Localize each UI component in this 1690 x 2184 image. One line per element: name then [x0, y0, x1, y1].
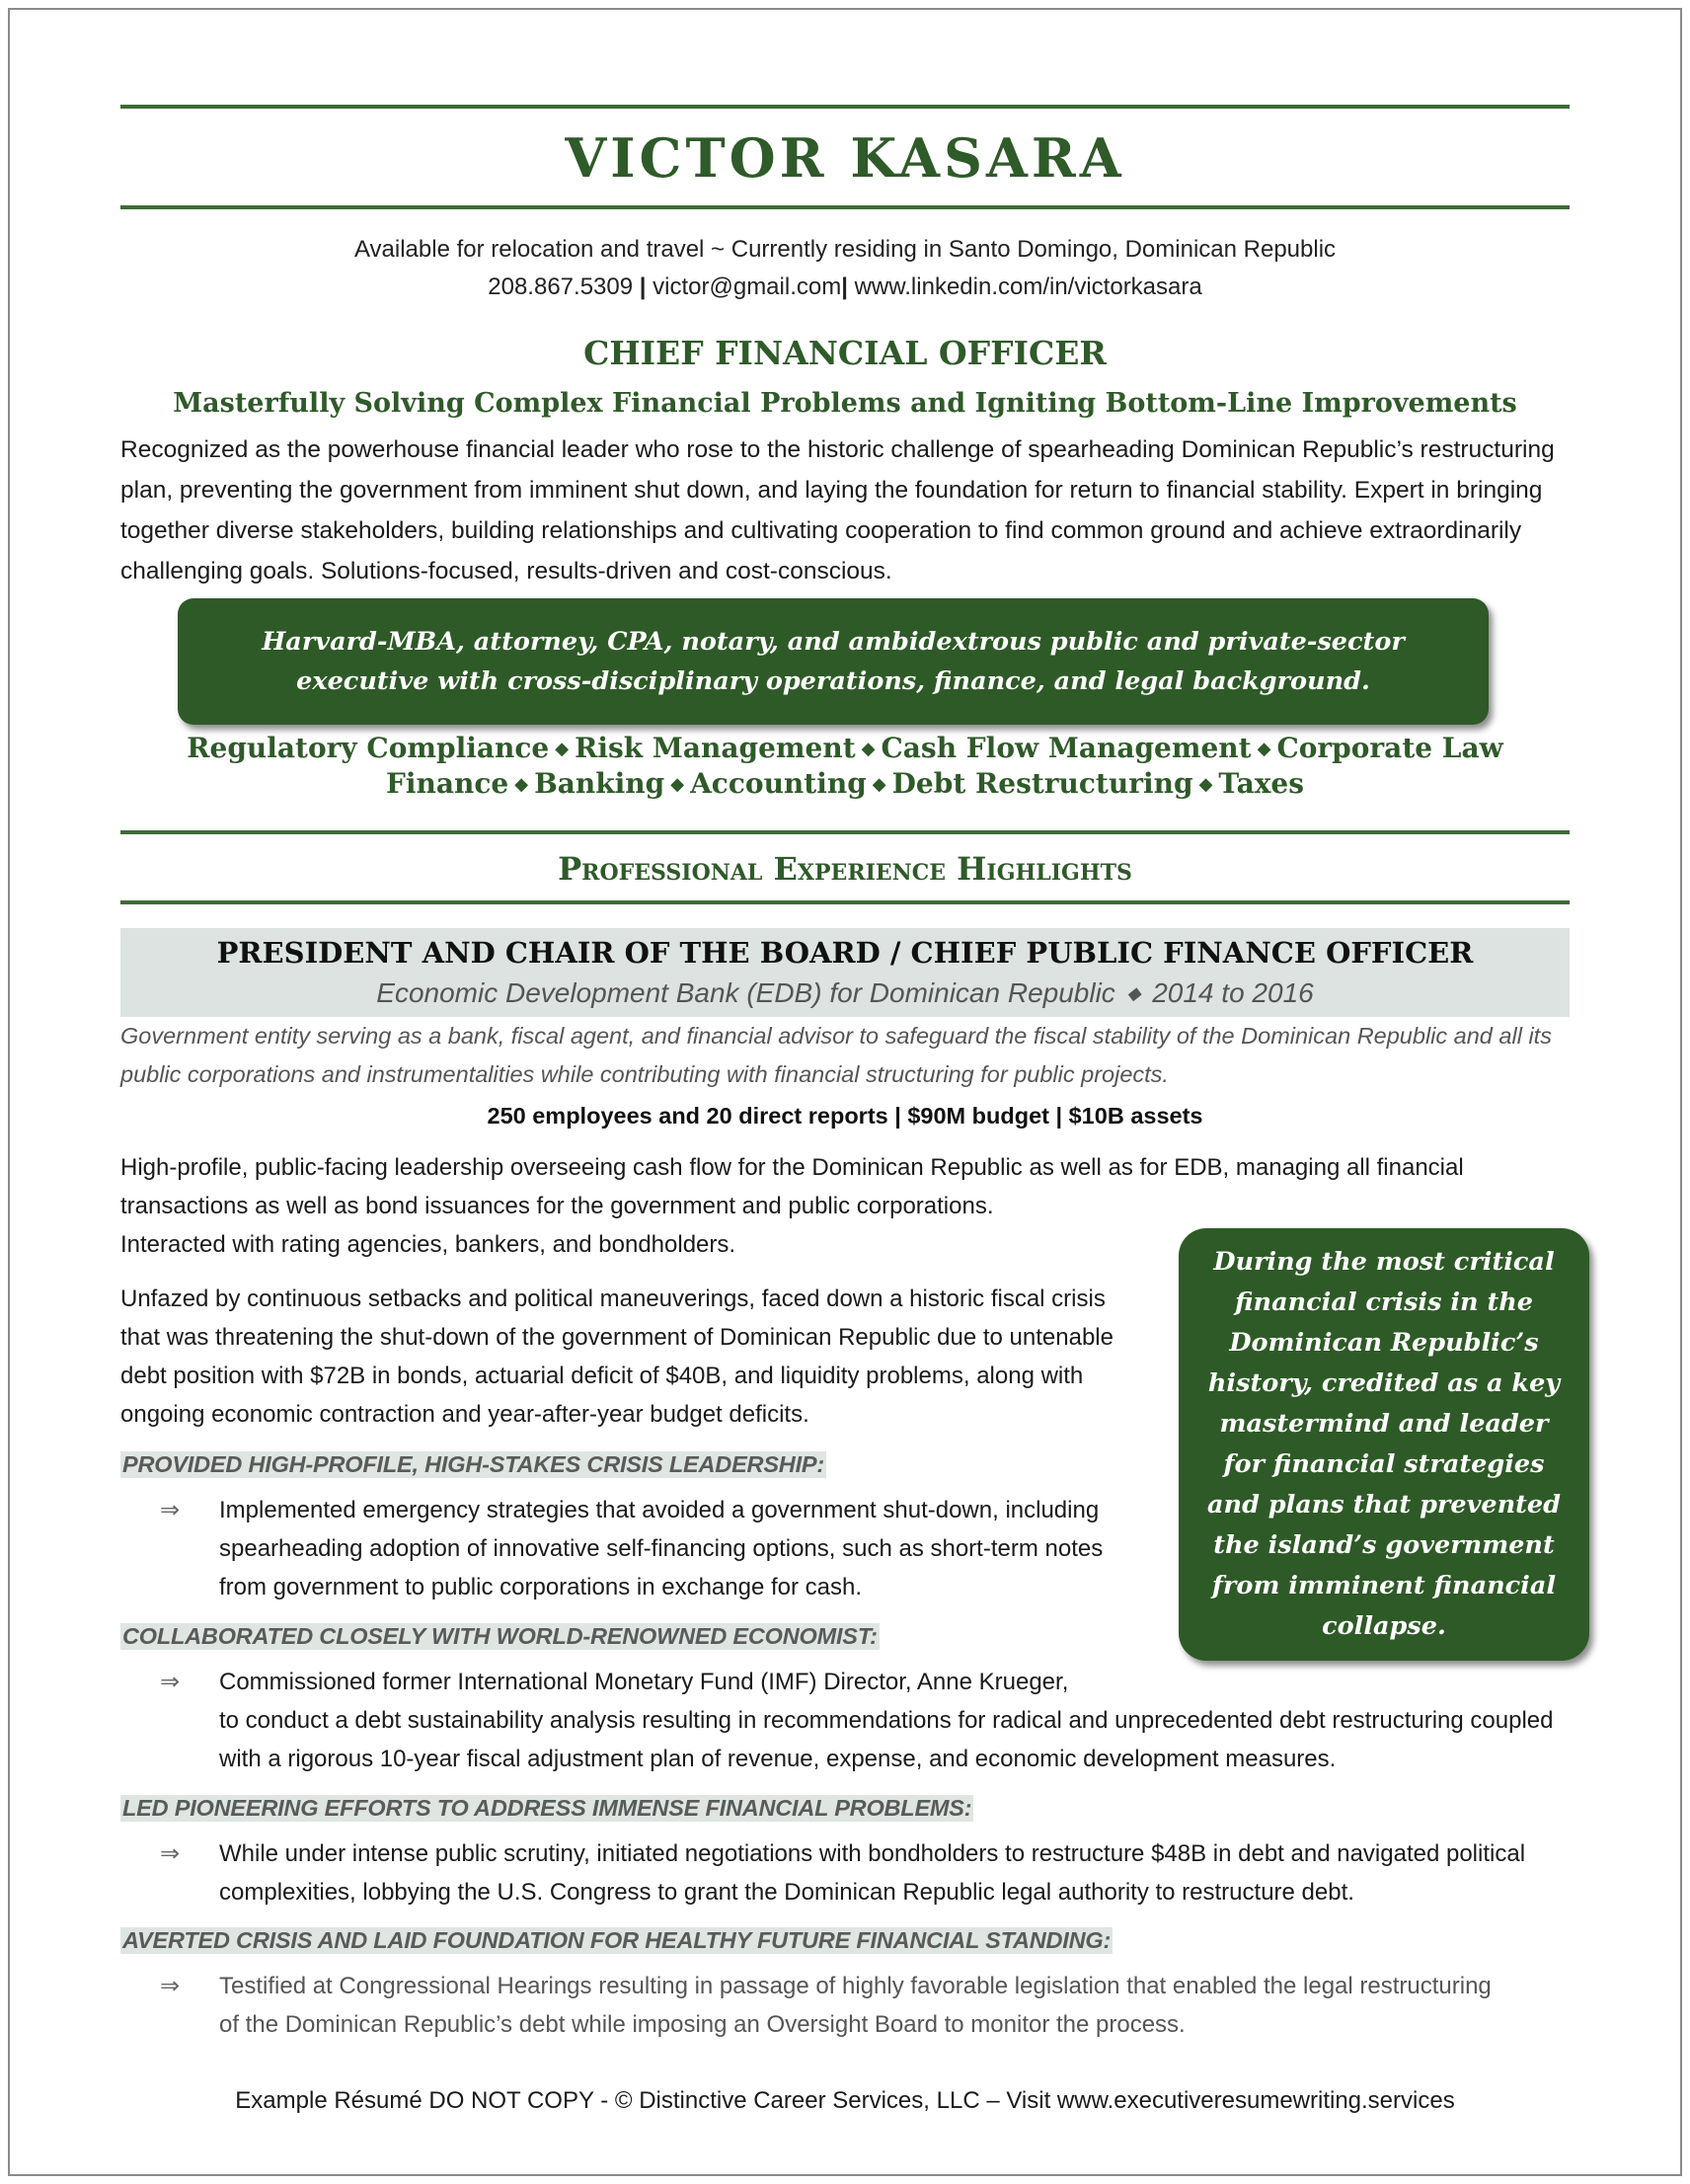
skills-row-2 [120, 766, 1570, 803]
skill-item: Banking [534, 767, 665, 800]
job-stats: 250 employees and 20 direct reports | $90M budget | $10B assets [487, 1103, 1203, 1129]
skill-divider: ◆ [1257, 739, 1271, 759]
job-employer-line [120, 974, 1570, 1013]
job-header-band [120, 928, 1570, 1017]
skill-item: Cash Flow Management [881, 732, 1252, 764]
header-bottom-rule [120, 205, 1570, 209]
highlight-heading: AVERTED CRISIS AND LAID FOUNDATION FOR HEALTHY FUTURE FINANCIAL STANDING: [122, 1927, 1112, 1953]
skills-row-1 [120, 731, 1570, 767]
highlight-text-first-line: Commissioned former International Monetary Fund (IMF) Director, Anne Krueger, [219, 1669, 1069, 1695]
highlight-heading-2 [120, 1623, 880, 1650]
profile-summary: Recognized as the powerhouse financial leader who rose to the historic challenge of spearheading Dominican Republic’s restructuring plan, preventing the government from imminent shut down, and laying the foundation for return to financial stability. Expert in bringing together diverse stakeholders, building relationships and cultivating cooperation to find common ground and achieve extraordinarily challenging goals. Solutions-focused, results-driven and cost-conscious. [120, 436, 1555, 585]
candidate-name: VICTOR KASARA [565, 126, 1125, 190]
phone: 208.867.5309 [488, 273, 634, 300]
profile-title: CHIEF FINANCIAL OFFICER [583, 334, 1107, 372]
highlight-heading-3 [120, 1795, 973, 1822]
relocation-line: Available for relocation and travel ~ Currently residing in Santo Domingo, Dominican Republic [353, 236, 1337, 263]
arrow-icon: ⇒ [159, 1496, 181, 1523]
crisis-paragraph: Unfazed by continuous setbacks and political maneuverings, faced down a historic fiscal crisis that was threatening the shut-down of the government of Dominican Republic due to untenable debt position with $72B in bonds, actuarial deficit of $40B, and liquidity problems, along with ongoing economic contraction and year-after-year budget deficits. [120, 1286, 1114, 1428]
highlight-text: Implemented emergency strategies that avoided a government shut-down, including spearheading adoption of innovative self-financing options, such as short-term notes from government to public corporations in exchange for cash. [219, 1497, 1104, 1600]
skill-item: Debt Restructuring [891, 767, 1193, 800]
job-title: PRESIDENT AND CHAIR OF THE BOARD / CHIEF PUBLIC FINANCE OFFICER [216, 936, 1474, 970]
highlight-text: Testified at Congressional Hearings resulting in passage of highly favorable legislation that enabled the legal restructuring of the Dominican Republic’s debt while imposing an Oversight Board to monitor the process. [219, 1973, 1492, 2038]
skill-divider: ◆ [861, 739, 876, 759]
skill-item: Risk Management [575, 732, 856, 764]
highlight-heading: PROVIDED HIGH-PROFILE, HIGH-STAKES CRISIS LEADERSHIP: [122, 1451, 824, 1477]
header-top-rule [120, 105, 1570, 109]
arrow-icon: ⇒ [159, 1839, 181, 1867]
skill-divider: ◆ [872, 774, 886, 795]
highlight-bullet-4 [120, 1967, 1502, 2044]
email: victor@gmail.com [653, 273, 842, 300]
highlight-text: While under intense public scrutiny, initiated negotiations with bondholders to restructure $48B in debt and navigated political complexities, lobbying the U.S. Congress to grant the Dominican Republic legal authority to restructure debt. [219, 1840, 1526, 1906]
credentials-callout [178, 598, 1489, 725]
arrow-icon: ⇒ [159, 1668, 181, 1695]
skill-divider: ◆ [555, 739, 570, 759]
skill-item: Taxes [1218, 767, 1304, 800]
highlight-heading: COLLABORATED CLOSELY WITH WORLD-RENOWNED ECONOMIST: [122, 1623, 878, 1649]
profile-tagline: Masterfully Solving Complex Financial Problems and Igniting Bottom-Line Improvements [173, 388, 1517, 419]
crisis-callout [1179, 1228, 1589, 1661]
contact-separator: | [639, 273, 647, 300]
experience-section-title: Professional Experience Highlights [558, 850, 1132, 888]
arrow-icon: ⇒ [159, 1972, 181, 1999]
skill-item: Corporate Law [1276, 732, 1503, 764]
experience-top-rule [120, 830, 1570, 834]
highlight-text: to conduct a debt sustainability analysis resulting in recommendations for radical and unprecedented debt restructuring coupled with a rigorous 10-year fiscal adjustment plan of revenue, expense, and economic development measures. [219, 1707, 1554, 1772]
skill-item: Accounting [690, 767, 867, 800]
highlight-text-block [219, 1663, 1570, 1778]
employer: Economic Development Bank (EDB) for Dominican Republic [376, 977, 1115, 1008]
contact-line [120, 269, 1570, 306]
employer-description: Government entity serving as a bank, fiscal agent, and financial advisor to safeguard the fiscal stability of the Dominican Republic and all its public corporations and instrumentalities while contributing with financial structuring for public projects. [120, 1023, 1552, 1087]
employer-divider: ◆ [1126, 983, 1141, 1003]
highlight-heading-1 [120, 1451, 826, 1478]
contact-separator: | [841, 273, 848, 300]
linkedin-url: www.linkedin.com/in/victorkasara [854, 273, 1202, 300]
skill-item: Finance [386, 767, 509, 800]
credentials-callout-text: Harvard-MBA, attorney, CPA, notary, and ambidextrous public and private-sector executive with cross-disciplinary operations, finance, and legal background. [262, 627, 1405, 696]
highlight-heading-4 [120, 1927, 1113, 1954]
highlight-bullet-1 [120, 1491, 1108, 1606]
skill-divider: ◆ [670, 774, 685, 795]
job-dates: 2014 to 2016 [1152, 977, 1314, 1008]
highlight-bullet-3 [120, 1834, 1570, 1911]
crisis-callout-text: During the most critical financial crisis in the Dominican Republic’s history, credited as a key mastermind and leader for financial strategies and plans that prevented the island’s government from imminent financial collapse. [1207, 1247, 1561, 1641]
highlight-bullet-2 [120, 1663, 1570, 1778]
skill-divider: ◆ [514, 774, 529, 795]
skill-item: Regulatory Compliance [187, 732, 550, 764]
footer-notice: Example Résumé DO NOT COPY - © Distinctive Career Services, LLC – Visit www.executiveresumewriting.services [235, 2087, 1455, 2114]
responsibility-line-3: Interacted with rating agencies, bankers, and bondholders. [120, 1231, 736, 1258]
skill-divider: ◆ [1198, 774, 1213, 795]
responsibility-line-1: High-profile, public-facing leadership overseeing cash flow for the Dominican Republic as well as for EDB, managing all financial [120, 1154, 1464, 1181]
highlight-heading: LED PIONEERING EFFORTS TO ADDRESS IMMENSE FINANCIAL PROBLEMS: [122, 1795, 972, 1821]
experience-bottom-rule [120, 900, 1570, 904]
responsibility-line-2: transactions as well as bond issuances for the government and public corporations. [120, 1193, 994, 1219]
